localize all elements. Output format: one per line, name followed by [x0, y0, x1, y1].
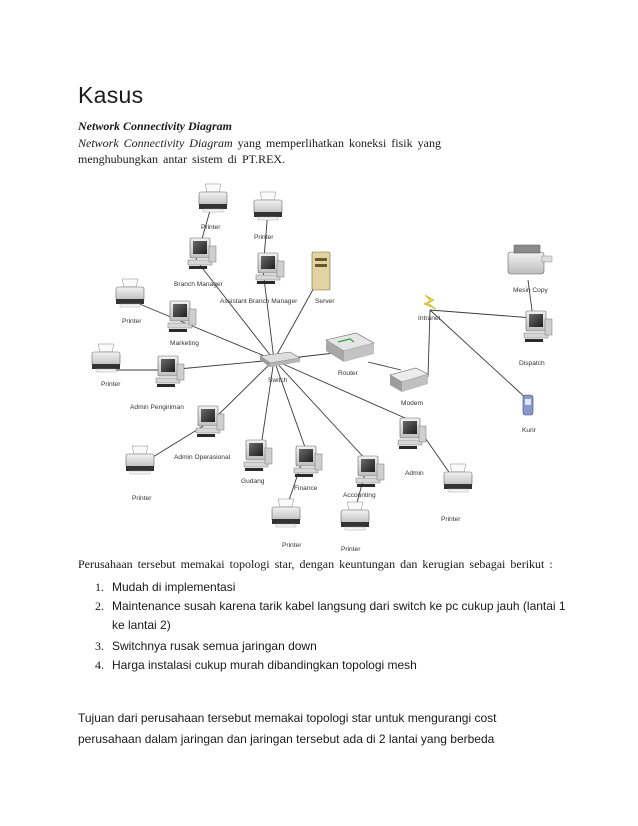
- pc-admin: [398, 418, 426, 477]
- section-subtitle: Network Connectivity Diagram: [78, 119, 232, 133]
- diagram-label-printer: Printer: [132, 495, 152, 502]
- diagram-label-printer: Printer: [282, 542, 302, 549]
- diagram-label-printer: Printer: [201, 224, 221, 231]
- list-text: Harga instalasi cukup murah dibandingkan topologi mesh: [112, 658, 417, 672]
- diagram-label-marketing: Marketing: [170, 340, 199, 347]
- diagram-label-router: Router: [338, 370, 358, 377]
- list-number: 3.: [95, 639, 104, 653]
- list-number: 2.: [95, 599, 104, 613]
- conclusion-paragraph: Tujuan dari perusahaan tersebut memakai topologi star untuk mengurangi cost perusahaan dalam jaringan dan jaringan tersebut ada di 2 lantai yang berbeda: [78, 711, 497, 746]
- printer-left-upper: [116, 279, 144, 325]
- pros-cons-list: [95, 578, 573, 675]
- intranet-icon: [418, 295, 441, 322]
- diagram-label-switch: Switch: [268, 377, 288, 384]
- intro-text: yang memperlihatkan koneksi fisik yang menghubungkan antar sistem di PT.REX.: [78, 136, 441, 166]
- network-connectivity-diagram: [78, 170, 573, 555]
- modem-icon: [390, 368, 428, 407]
- diagram-label-accounting: Accounting: [343, 492, 376, 499]
- diagram-label-admin-pengiriman: Admin Pengiriman: [130, 404, 184, 411]
- diagram-label-printer: Printer: [254, 234, 274, 241]
- list-text: Mudah di implementasi: [112, 580, 236, 594]
- diagram-label-dispatch: Dispatch: [519, 360, 545, 367]
- printer-top-center: [254, 192, 282, 241]
- diagram-label-printer: Printer: [101, 381, 121, 388]
- printer-right-lower: [441, 464, 472, 523]
- diagram-label-finance: Finance: [294, 485, 318, 492]
- diagram-label-gudang: Gudang: [241, 478, 265, 485]
- printer-bottom-right: [341, 502, 369, 553]
- copy-machine-icon: [508, 245, 552, 294]
- page-title: Kasus: [78, 82, 144, 108]
- diagram-label-server: Server: [315, 298, 335, 305]
- printer-left-middle: [92, 344, 121, 388]
- diagram-label-modem: Modem: [401, 400, 423, 407]
- diagram-label-printer: Printer: [341, 546, 361, 553]
- list-item: [95, 656, 573, 675]
- pc-finance: [294, 446, 322, 492]
- pc-dispatch: [519, 311, 552, 367]
- diagram-label-assistant-branch-manager: Assistant Branch Manager: [220, 298, 298, 305]
- intro-italic: Network Connectivity Diagram: [78, 136, 233, 150]
- diagram-label-printer: Printer: [441, 516, 461, 523]
- diagram-label-mesin-copy: Mesin Copy: [513, 287, 548, 294]
- pc-admin-pengiriman: [130, 356, 184, 411]
- topology-paragraph: Perusahaan tersebut memakai topologi star, dengan keuntungan dan kerugian sebagai berikut :: [78, 557, 553, 571]
- phone-icon: [522, 395, 537, 434]
- list-text: Maintenance susah karena tarik kabel langsung dari switch ke pc cukup jauh (lantai 1 ke lantai 2): [112, 599, 566, 632]
- list-item: [95, 637, 573, 656]
- list-item: [95, 578, 573, 597]
- diagram-label-branch-manager: Branch Manager: [174, 281, 223, 288]
- router-icon: [326, 333, 374, 377]
- list-item: [95, 597, 573, 635]
- pc-assistant-branch-manager: [220, 253, 298, 305]
- list-text: Switchnya rusak semua jaringan down: [112, 639, 317, 653]
- diagram-label-intranet: Intranet: [418, 315, 441, 322]
- pc-branch-manager: [174, 238, 224, 288]
- intro-paragraph: [78, 135, 498, 167]
- printer-bottom-center: [272, 499, 302, 549]
- printer-left-lower: [126, 446, 154, 502]
- diagram-label-admin-operasional: Admin Operasional: [174, 454, 231, 461]
- list-number: 4.: [95, 658, 104, 672]
- pc-marketing: [168, 301, 199, 347]
- pc-gudang: [241, 440, 272, 485]
- list-number: 1.: [95, 580, 104, 594]
- server-icon: [312, 252, 335, 305]
- pc-admin-operasional: [174, 406, 231, 461]
- diagram-label-kurir: Kurir: [522, 427, 536, 434]
- printer-top-left: [199, 184, 227, 231]
- diagram-label-admin: Admin: [405, 470, 424, 477]
- diagram-label-printer: Printer: [122, 318, 142, 325]
